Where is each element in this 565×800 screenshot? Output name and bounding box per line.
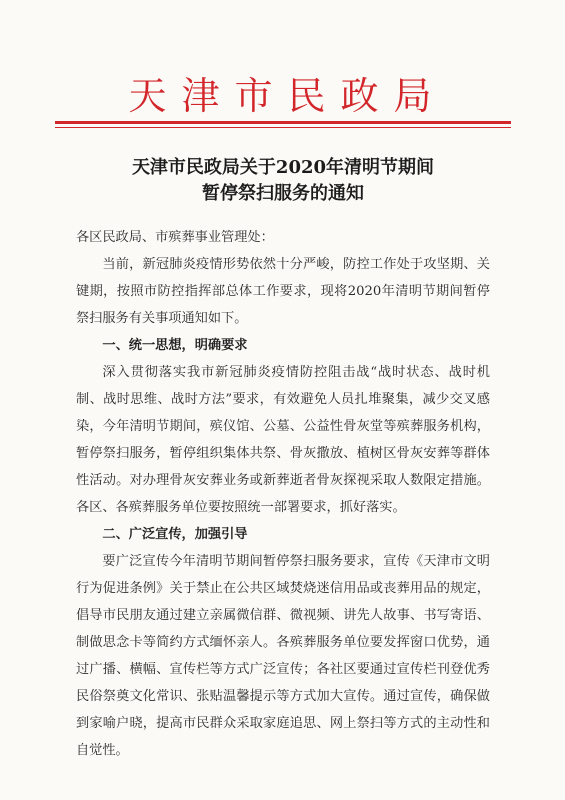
section1-paragraph: 深入贯彻落实我市新冠肺炎疫情防控阻击战“战时状态、战时机制、战时思维、战时方法”要求，有效避免人员扎堆聚集，减少交叉感染，今年清明节期间，殡仪馆、公墓、公益性骨灰堂等殡葬服务机构，暂停祭扫服务，暂停组织集体共祭、骨灰撒放、植树区骨灰安葬等群体性活动。对办理骨灰安葬业务或新葬逝者骨灰探视采取人数限定措施。各区、各殡葬服务单位要按照统一部署要求，抓好落实。 [76,365,490,515]
notice-title [60,155,506,207]
notice-title-line1: 天津市民政局关于2020年清明节期间 [131,157,435,178]
section1-heading: 一、统一思想，明确要求 [102,338,248,353]
letterhead-rule-thin [55,127,511,128]
section2-paragraph: 要广泛宣传今年清明节期间暂停祭扫服务要求，宣传《天津市文明行为促进条例》关于禁止在公共区域焚烧迷信用品或丧葬用品的规定，倡导市民朋友通过建立亲属微信群、微视频、讲先人故事、书写寄语、制做思念卡等简约方式缅怀亲人。各殡葬服务单位要发挥窗口优势，通过广播、横幅、宣传栏等方式广泛宣传；各社区要通过宣传栏刊登优秀民俗祭奠文化常识、张贴温馨提示等方式加大宣传。通过宣传，确保做到家喻户晓，提高市民群众采取家庭追思、网上祭扫等方式的主动性和自觉性。 [76,554,490,758]
notice-title-line2: 暂停祭扫服务的通知 [202,183,364,204]
section2-heading: 二、广泛宣传，加强引导 [102,527,248,542]
notice-body [76,224,490,764]
letterhead-org-name: 天津市民政局 [128,74,447,118]
intro-paragraph: 当前，新冠肺炎疫情形势依然十分严峻，防控工作处于攻坚期、关键期，按照市防控指挥部总体工作要求，现将2020年清明节期间暂停祭扫服务有关事项通知如下。 [76,257,490,326]
salutation: 各区民政局、市殡葬事业管理处： [76,230,274,245]
letterhead-rule-thick [55,121,511,124]
